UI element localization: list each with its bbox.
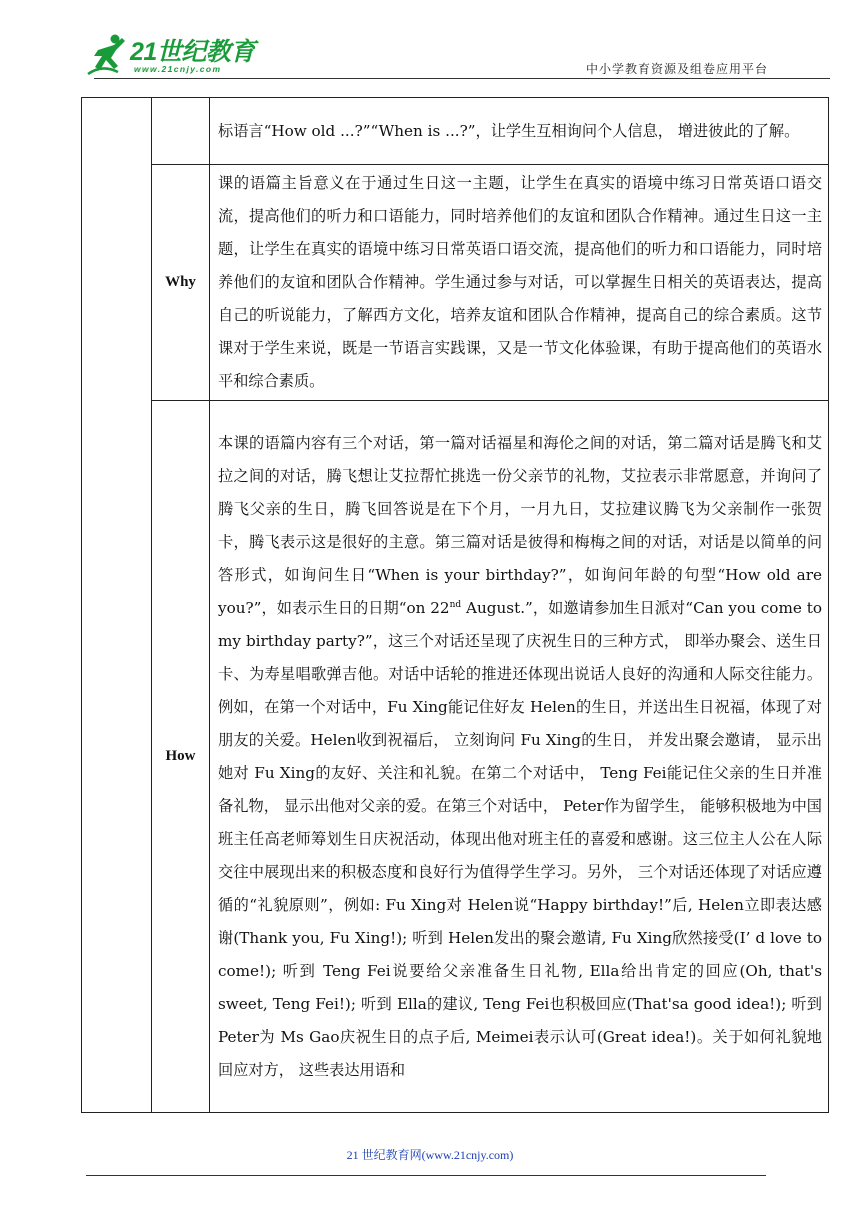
footer-divider bbox=[86, 1175, 766, 1176]
table-row-intro bbox=[82, 98, 829, 165]
intro-text: 标语言“How old ...?”“When is ...?”，让学生互相询问个人信息， 增进彼此的了解。 bbox=[218, 121, 800, 140]
how-text-cell bbox=[210, 401, 829, 1113]
site-logo[interactable] bbox=[84, 30, 254, 78]
footer-site-link[interactable]: 21 世纪教育网(www.21cnjy.com) bbox=[346, 1148, 514, 1162]
outer-label-cell bbox=[82, 98, 152, 1113]
intro-text-cell bbox=[210, 98, 829, 165]
how-text-part1: 本课的语篇内容有三个对话，第一篇对话福星和海伦之间的对话，第二篇对话是腾飞和艾拉之间的对话，腾飞想让艾拉帮忙挑选一份父亲节的礼物，艾拉表示非常愿意，并询问了腾飞父亲的生日，腾飞回答说是在下个月，一月九日，艾拉建议腾飞为父亲制作一张贺卡，腾飞表示这是很好的主意。第三篇对话是彼得和梅梅之间的对话，对话是以简单的问答形式，如询问生日“When is your birthday?”，如询问年龄的句型“How old are you?”，如表示生日的日期“on 22 bbox=[218, 433, 822, 617]
why-text: 课的语篇主旨意义在于通过生日这一主题，让学生在真实的语境中练习日常英语口语交流，提高他们的听力和口语能力，同时培养他们的友谊和团队合作精神。通过生日这一主题，让学生在真实的语境中练习日常英语口语交流，提高他们的听力和口语能力，同时培养他们的友谊和团队合作精神。学生通过参与对话，可以掌握生日相关的英语表达，提高自己的听说能力，了解西方文化，培养友谊和团队合作精神，提高自己的综合素质。这节课对于学生来说，既是一节语言实践课，又是一节文化体验课，有助于提高他们的英语水平和综合素质。 bbox=[218, 174, 822, 390]
lesson-analysis-table bbox=[81, 97, 829, 1113]
intro-label-cell bbox=[152, 98, 210, 165]
logo-wordmark: 21世纪教育 bbox=[130, 38, 255, 66]
platform-tagline: 中小学教育资源及组卷应用平台 bbox=[585, 62, 768, 76]
running-figure-logo-icon bbox=[84, 30, 132, 78]
why-label: Why bbox=[152, 165, 210, 401]
why-text-cell bbox=[210, 165, 829, 401]
table-row-how bbox=[82, 401, 829, 1113]
logo-url: www.21cnjy.com bbox=[134, 64, 222, 74]
page-header bbox=[0, 0, 860, 90]
ordinal-superscript: nd bbox=[449, 599, 462, 610]
how-text-part2: August.”，如邀请参加生日派对“Can you come to my birthday party?”，这三个对话还呈现了庆祝生日的三种方式， 即举办聚会、送生日卡、为寿星唱歌弹吉他。对话中话轮的推进还体现出说话人良好的沟通和人际交往能力。例如，在第一个对话中，Fu Xing能记住好友 Helen的生日，并送出生日祝福，体现了对朋友的关爱。Helen收到祝福后， 立刻询问 Fu Xing的生日， 并发出聚会邀请， 显示出她对 Fu Xing的友好、关注和礼貌。在第二个对话中， Teng Fei能记住父亲的生日并准备礼物， 显示出他对父亲的爱。在第三个对话中， Peter作为留学生， 能够积极地为中国班主任高老师筹划生日庆祝活动，体现出他对班主任的喜爱和感谢。这三位主人公在人际交往中展现出来的积极态度和良好行为值得学生学习。另外， 三个对话还体现了对话应遵循的“礼貌原则”，例如: Fu Xing对 Helen说“Happy birthday!”后, Helen立即表达感谢(Thank you, Fu Xing!); 听到 Helen发出的聚会邀请, Fu Xing欣然接受(I’ d love to come!); 听到 Teng Fei说要给父亲准备生日礼物, Ella给出肯定的回应(Oh, that's sweet, Teng Fei!); 听到 Ella的建议, Teng Fei也积极回应(That'sa good idea!); 听到 Peter为 Ms Gao庆祝生日的点子后, Meimei表示认可(Great idea!)。关于如何礼貌地回应对方， 这些表达用语和 bbox=[218, 598, 822, 1079]
how-label: How bbox=[152, 401, 210, 1113]
table-row-why bbox=[82, 165, 829, 401]
header-divider bbox=[94, 78, 830, 79]
